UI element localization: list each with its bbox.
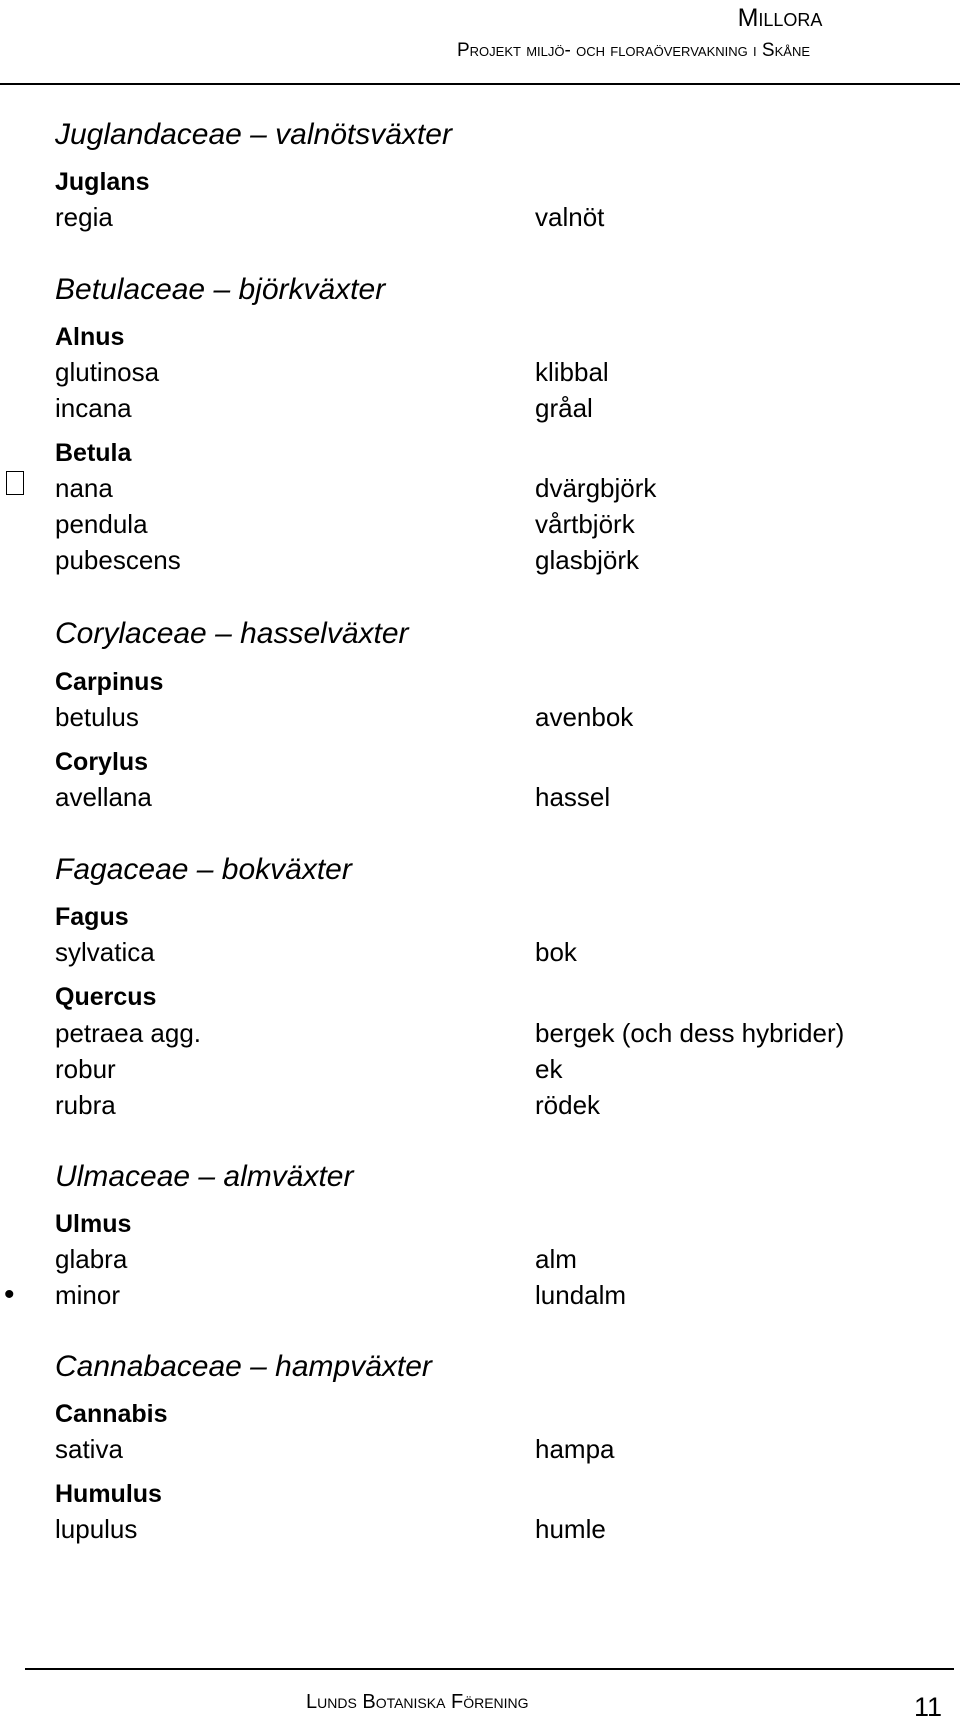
- species-latin: minor: [55, 1280, 121, 1310]
- genus-name: Fagus: [55, 903, 129, 931]
- species-swedish: bergek (och dess hybrider): [535, 1018, 845, 1048]
- species-latin: sylvatica: [55, 937, 155, 967]
- species-latin: nana: [55, 473, 113, 503]
- genus-name: Humulus: [55, 1480, 162, 1508]
- family-heading: Betulaceae – björkväxter: [55, 273, 386, 306]
- footer-rule: [25, 1668, 954, 1670]
- family-heading: Corylaceae – hasselväxter: [55, 617, 409, 650]
- species-swedish: gråal: [535, 393, 593, 423]
- species-latin: pubescens: [55, 545, 181, 575]
- species-swedish: dvärgbjörk: [535, 473, 657, 503]
- species-latin: robur: [55, 1054, 116, 1084]
- species-swedish: valnöt: [535, 202, 605, 232]
- family-heading: Ulmaceae – almväxter: [55, 1160, 354, 1193]
- species-latin: lupulus: [55, 1514, 138, 1544]
- header-title: Millora: [737, 4, 823, 32]
- species-swedish: hassel: [535, 782, 611, 812]
- genus-name: Quercus: [55, 983, 157, 1011]
- genus-name: Alnus: [55, 323, 125, 351]
- species-latin: petraea agg.: [55, 1018, 202, 1048]
- header-subtitle: Projekt miljö- och floraövervakning i Skåne: [456, 40, 810, 61]
- genus-name: Cannabis: [55, 1400, 168, 1428]
- species-latin: rubra: [55, 1090, 116, 1120]
- genus-name: Ulmus: [55, 1210, 132, 1238]
- species-latin: incana: [55, 393, 132, 423]
- species-swedish: bok: [535, 937, 577, 967]
- species-swedish: rödek: [535, 1090, 601, 1120]
- species-latin: glabra: [55, 1244, 128, 1274]
- genus-name: Carpinus: [55, 668, 164, 696]
- species-swedish: alm: [535, 1244, 577, 1274]
- species-latin: avellana: [55, 782, 152, 812]
- species-swedish: avenbok: [535, 702, 634, 732]
- genus-name: Betula: [55, 439, 132, 467]
- species-swedish: lundalm: [535, 1280, 627, 1310]
- species-latin: pendula: [55, 509, 148, 539]
- red-list-marker-icon: [6, 471, 24, 495]
- species-latin: glutinosa: [55, 357, 160, 387]
- species-swedish: klibbal: [535, 357, 609, 387]
- species-latin: betulus: [55, 702, 139, 732]
- family-heading: Cannabaceae – hampväxter: [55, 1350, 432, 1383]
- page-number: 11: [913, 1692, 942, 1722]
- genus-name: Juglans: [55, 168, 150, 196]
- bullet-marker-icon: •: [4, 1278, 15, 1311]
- species-swedish: vårtbjörk: [535, 509, 635, 539]
- footer-society: Lunds Botaniska Förening: [306, 1691, 529, 1713]
- species-latin: sativa: [55, 1434, 123, 1464]
- species-swedish: ek: [535, 1054, 563, 1084]
- species-latin: regia: [55, 202, 113, 232]
- species-swedish: hampa: [535, 1434, 615, 1464]
- species-swedish: humle: [535, 1514, 606, 1544]
- species-swedish: glasbjörk: [535, 545, 640, 575]
- header-rule: [0, 83, 960, 85]
- family-heading: Fagaceae – bokväxter: [55, 853, 352, 886]
- genus-name: Corylus: [55, 748, 149, 776]
- family-heading: Juglandaceae – valnötsväxter: [55, 118, 452, 151]
